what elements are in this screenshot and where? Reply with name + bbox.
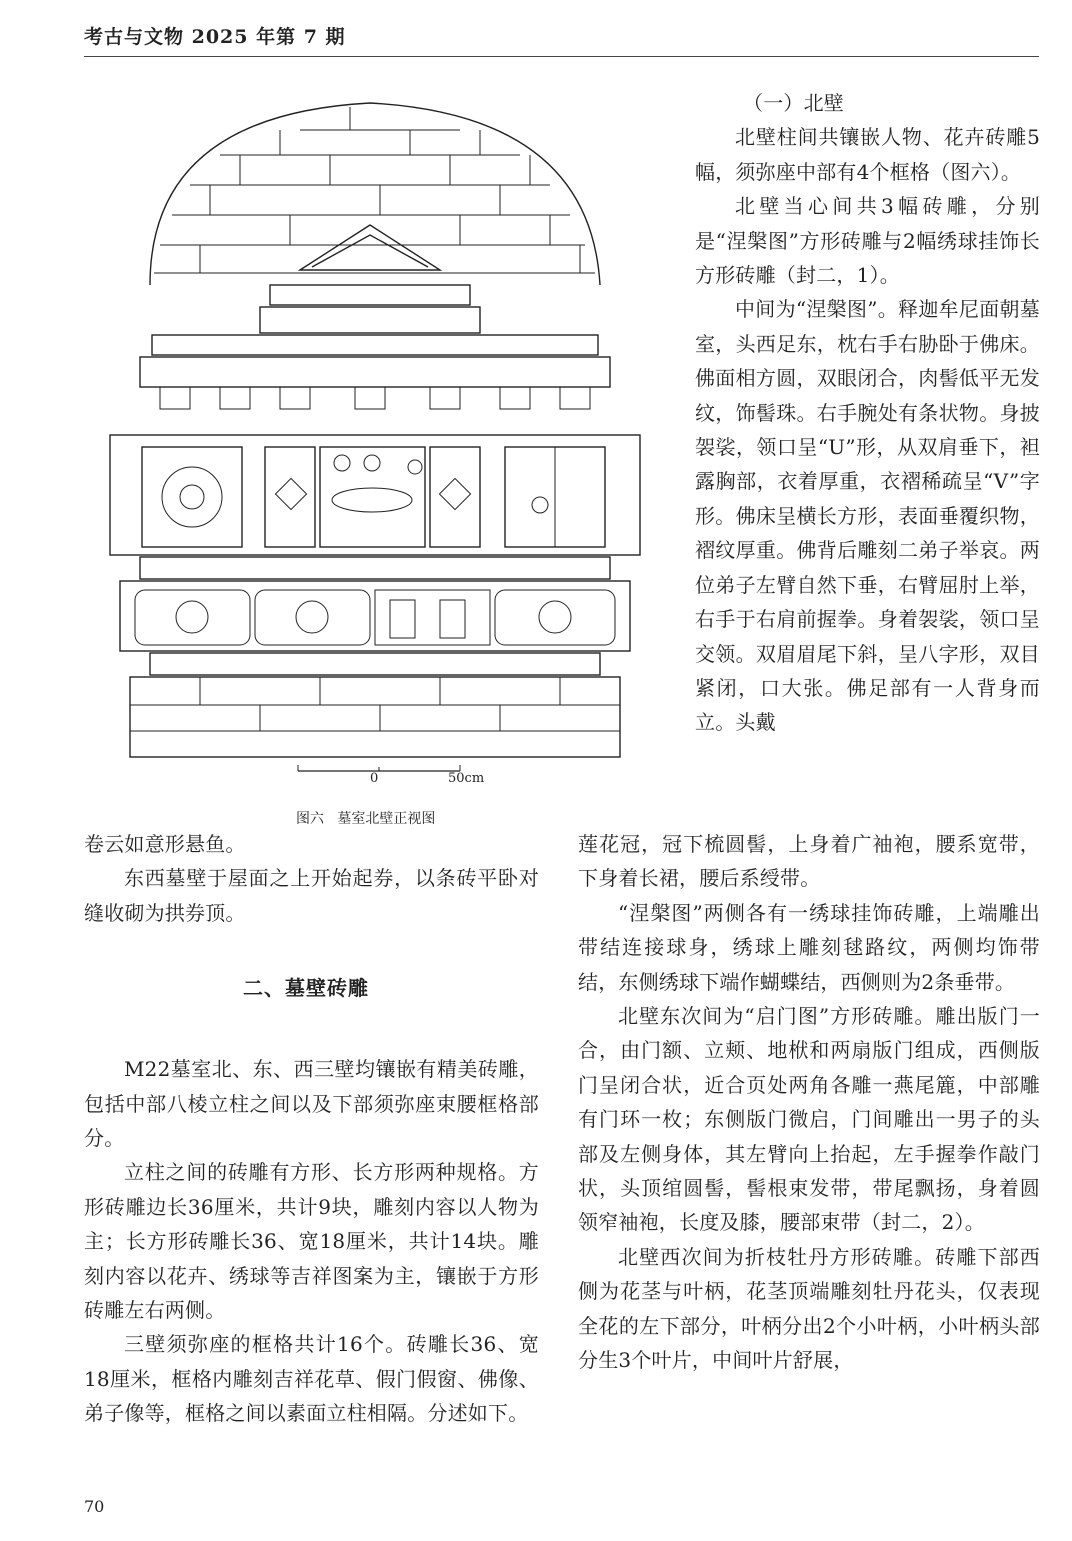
tomb-north-wall-drawing <box>80 95 650 795</box>
paragraph: 北壁柱间共镶嵌人物、花卉砖雕5幅，须弥座中部有4个框格（图六）。 <box>695 125 1040 184</box>
figure-north-wall <box>80 95 650 835</box>
journal-header: 考古与文物 2025 年第 7 期 <box>84 26 346 48</box>
section-title: 二、墓壁砖雕 <box>243 976 369 1000</box>
page-number: 70 <box>84 1497 105 1516</box>
paragraph: “涅槃图”两侧各有一绣球挂饰砖雕，上端雕出带结连接球身，绣球上雕刻毬路纹，两侧均饰带结，东侧绣球下端作蝴蝶结，西侧则为2条垂带。 <box>578 900 1040 994</box>
paragraph: M22墓室北、东、西三壁均镶嵌有精美砖雕，包括中部八棱立柱之间以及下部须弥座束腰框格部分。 <box>84 1057 539 1151</box>
header-rule <box>84 56 1039 57</box>
paragraph: 中间为“涅槃图”。释迦牟尼面朝墓室，头西足东，枕右手右胁卧于佛床。佛面相方圆，双眼闭合，肉髻低平无发纹，饰髻珠。右手腕处有条状物。身披袈裟，领口呈“U”形，从双肩垂下，袒露胸部，衣着厚重，衣褶稀疏呈“V”字形。佛床呈横长方形，表面垂覆织物，褶纹厚重。佛背后雕刻二弟子举哀。两位弟子左臂自然下垂，右臂屈肘上举，右手于右肩前握拳。身着袈裟，领口呈交领。双眉眉尾下斜，呈八字形，双目紧闭，口大张。佛足部有一人背身而立。头戴 <box>695 297 1040 735</box>
right-column-bottom <box>578 827 1040 1378</box>
paragraph: 三壁须弥座的框格共计16个。砖雕长36、宽18厘米，框格内雕刻吉祥花草、假门假窗、佛像、弟子像等，框格之间以素面立柱相隔。分述如下。 <box>84 1332 539 1426</box>
scale-zero-label: 0 <box>370 771 379 786</box>
paragraph: 北壁当心间共3幅砖雕，分别是“涅槃图”方形砖雕与2幅绣球挂饰长方形砖雕（封二，1）。 <box>695 194 1040 288</box>
scale-50cm-label: 50cm <box>448 771 485 786</box>
figure-caption: 图六 墓室北壁正视图 <box>296 811 436 827</box>
right-column-top <box>695 86 1040 740</box>
paragraph: 北壁东次间为“启门图”方形砖雕。雕出版门一合，由门额、立颊、地栿和两扇版门组成，西侧版门呈闭合状，近合页处两角各雕一燕尾簏，中部雕有门环一枚；东侧版门微启，门间雕出一男子的头部及左侧身体，其左臂向上抬起，左手握拳作敲门状，头顶绾圆髻，髻根束发带，带尾飘扬，身着圆领窄袖袍，长度及膝，腰部束带（封二，2）。 <box>578 1004 1040 1235</box>
left-column <box>84 827 539 1431</box>
paragraph: 莲花冠，冠下梳圆髻，上身着广袖袍，腰系宽带，下身着长裙，腰后系绶带。 <box>578 832 1040 891</box>
paragraph: 立柱之间的砖雕有方形、长方形两种规格。方形砖雕边长36厘米，共计9块，雕刻内容以人物为主；长方形砖雕长36、宽18厘米，共计14块。雕刻内容以花卉、绣球等吉祥图案为主，镶嵌于方形砖雕左右两侧。 <box>84 1160 539 1323</box>
paragraph: 北壁西次间为折枝牡丹方形砖雕。砖雕下部西侧为花茎与叶柄，花茎顶端雕刻牡丹花头，仅表现全花的左下部分，叶柄分出2个小叶柄，小叶柄头部分生3个叶片，中间叶片舒展， <box>578 1244 1040 1373</box>
paragraph: 卷云如意形悬鱼。 <box>84 832 246 856</box>
paragraph: 东西墓壁于屋面之上开始起券，以条砖平卧对缝收砌为拱券顶。 <box>84 866 539 925</box>
subsection-heading: （一）北壁 <box>743 91 844 115</box>
